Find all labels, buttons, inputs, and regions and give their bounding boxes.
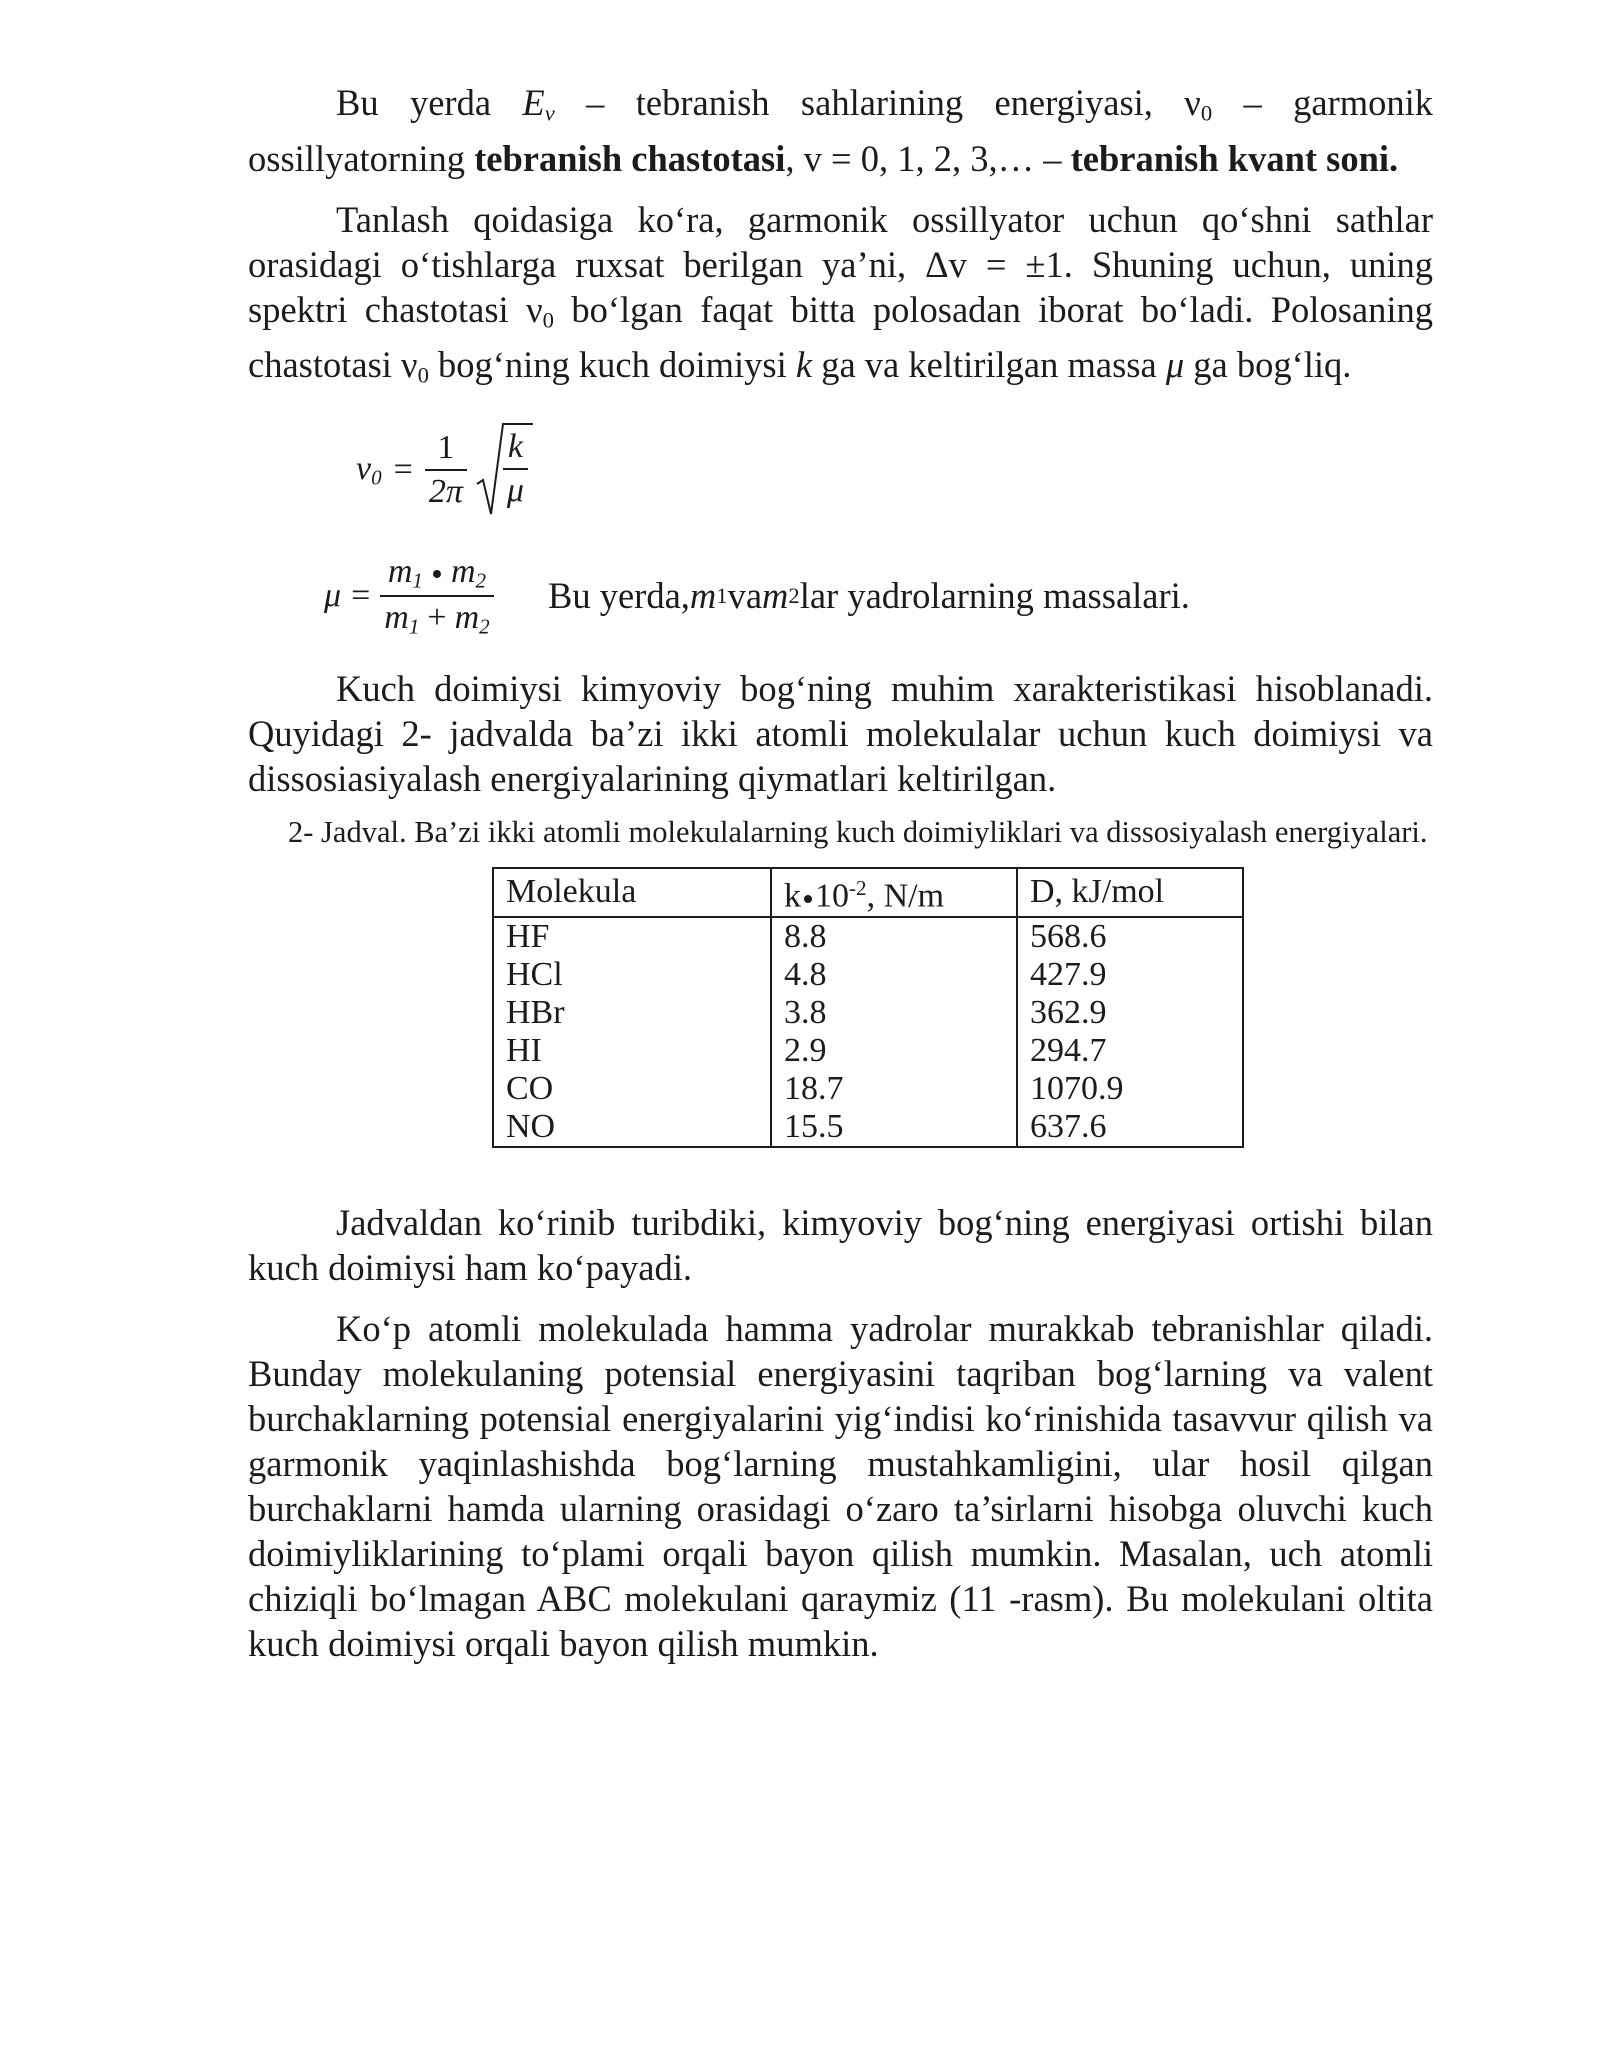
subscript: 0: [417, 362, 429, 388]
text: – tebranish sahlarining energiyasi, ν: [554, 82, 1201, 123]
text: bog‘ning kuch doimiysi: [428, 344, 796, 386]
paragraph-4: Jadvaldan ko‘rinib turibdiki, kimyoviy bog‘ning energiyasi ortishi bilan kuch doimiysi ham ko‘payadi.: [248, 1201, 1433, 1288]
energy-symbol: $E_v$: [522, 82, 555, 126]
bold-term: tebranish kvant soni.: [1070, 137, 1399, 179]
text: – garmonik ossillyatorning: [248, 82, 1434, 179]
table-cell-k: 18.7: [771, 1070, 1017, 1108]
reduced-mass-symbol: μ: [1165, 344, 1185, 386]
paragraph-5: Ko‘p atomli molekulada hamma yadrolar murakkab tebranishlar qiladi. Bunday molekulaning potensial energiyasini taqriban bog‘larning va valent burchaklarning potensial energiyalarini yig‘indisi ko‘rinishida tasavvur qilish va garmonik yaqinlashishda bog‘larning mustahkamligini, ular hosil qilgan burchaklarni hamda ularning orasidagi o‘zaro ta’sirlarni hisobga oluvchi kuch doimiyliklarining to‘plami orqali bayon qilish mumkin. Masalan, uch atomli chiziqli bo‘lmagan ABC molekulani qaraymiz (11 -rasm). Bu molekulani oltita kuch doimiysi orqali bayon qilish mumkin.: [248, 1307, 1433, 1664]
fraction: $\frac{m_1 m_2}{m_1 + m_2}$: [380, 553, 493, 640]
table-cell-molecule: CO: [493, 1070, 771, 1108]
text: ga bog‘liq.: [1184, 344, 1352, 386]
table-header-row: [493, 868, 1243, 917]
table-cell-d: 362.9: [1017, 994, 1243, 1032]
formula-lhs: μ: [324, 576, 342, 614]
multiply-dot-icon: [433, 570, 441, 578]
multiply-dot-icon: [804, 895, 812, 903]
text: Bu yerda: [336, 82, 523, 123]
column-header-molecule: Molekula: [493, 868, 771, 917]
table-row: [493, 1070, 1243, 1108]
table-cell-k: 4.8: [771, 956, 1017, 994]
formula-reduced-mass: [248, 540, 1433, 652]
force-constant-symbol: k: [795, 344, 813, 386]
formula-note: Bu yerda, m 1 va m 2 lar yadrolarning massalari.: [548, 575, 1190, 617]
table-cell-k: 8.8: [771, 917, 1017, 956]
table-cell-d: 427.9: [1017, 956, 1243, 994]
table-cell-d: 637.6: [1017, 1108, 1243, 1147]
text: , v = 0, 1, 2, 3,… –: [785, 137, 1071, 179]
table-cell-molecule: NO: [493, 1108, 771, 1147]
table-cell-k: 3.8: [771, 994, 1017, 1032]
square-root: k μ: [475, 422, 535, 518]
fraction: $\frac{1}{2\pi}$: [425, 429, 467, 511]
table-row: [493, 956, 1243, 994]
table-row: [493, 1108, 1243, 1147]
equals-sign: =: [351, 576, 371, 614]
paragraph-2: [248, 197, 1433, 398]
table-caption: 2- Jadval. Ba’zi ikki atomli molekulalarning kuch doimiyliklari va dissosiyalash energiyalari.: [288, 814, 1428, 849]
text: bo‘lgan faqat bitta polosadan iborat bo‘ladi. Polosaning chastotasi ν: [248, 288, 1433, 386]
table-cell-d: 294.7: [1017, 1032, 1243, 1070]
text: ga va keltirilgan massa: [812, 344, 1166, 386]
subscript: 0: [1200, 100, 1213, 126]
table-cell-d: 568.6: [1017, 917, 1243, 956]
formula-frequency: [248, 412, 1433, 528]
table-row: [493, 994, 1243, 1032]
table-cell-molecule: HCl: [493, 956, 771, 994]
equals-sign: =: [393, 450, 413, 488]
table-cell-molecule: HI: [493, 1032, 771, 1070]
table-cell-k: 2.9: [771, 1032, 1017, 1070]
paragraph-3: Kuch doimiysi kimyoviy bog‘ning muhim xarakteristikasi hisoblanadi. Quyidagi 2- jadvalda ba’zi ikki atomli molekulalar uchun kuch doimiysi va dissosiasiyalash energiyalarining qiymatlari keltirilgan.: [248, 667, 1433, 799]
column-header-dissociation-energy: D, kJ/mol: [1017, 868, 1243, 917]
data-table: [492, 867, 1244, 1148]
column-header-force-constant: k $10^{-2}$, N/m: [771, 868, 1017, 917]
text: Tanlash qoidasiga ko‘ra, garmonik ossillyator uchun qo‘shni sathlar orasidagi o‘tishlarga ruxsat berilgan ya’ni, Δv = ±1. Shuning uchun, uning spektri chastotasi ν: [248, 198, 1433, 330]
subscript: 0: [542, 307, 554, 333]
table-cell-k: 15.5: [771, 1108, 1017, 1147]
table-row: [493, 1032, 1243, 1070]
table-cell-molecule: HBr: [493, 994, 771, 1032]
paragraph-1: [248, 80, 1433, 181]
table-cell-molecule: HF: [493, 917, 771, 956]
formula-lhs: $\nu_0$: [356, 449, 382, 490]
table-cell-d: 1070.9: [1017, 1070, 1243, 1108]
document-page: [248, 80, 1433, 1666]
table-row: [493, 917, 1243, 956]
bold-term: tebranish chastotasi: [474, 137, 786, 179]
